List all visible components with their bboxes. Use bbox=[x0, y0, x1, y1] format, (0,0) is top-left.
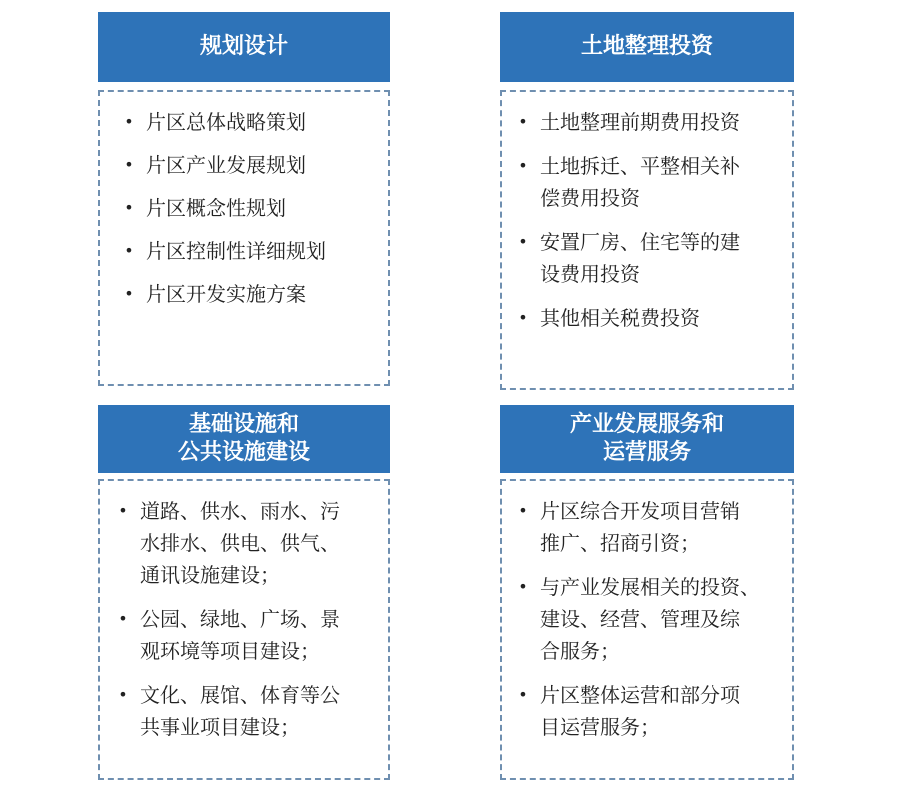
list-item bbox=[112, 603, 380, 667]
item-text: 通讯设施建设； bbox=[140, 563, 280, 587]
bullet-icon: • bbox=[124, 241, 134, 260]
bullet-icon: • bbox=[118, 685, 128, 704]
item-text: 水排水、供电、供气、 bbox=[140, 531, 340, 555]
item-text: 目运营服务； bbox=[540, 715, 660, 739]
list-item bbox=[512, 679, 790, 743]
list-item bbox=[512, 495, 790, 559]
bullet-icon: • bbox=[518, 577, 528, 596]
item-text: 片区综合开发项目营销 bbox=[540, 499, 740, 523]
card-header bbox=[500, 405, 794, 473]
card-title: 土地整理投资 bbox=[580, 34, 713, 59]
item-text: 文化、展馆、体育等公 bbox=[140, 683, 340, 707]
list-item bbox=[512, 302, 782, 334]
list-item bbox=[118, 278, 326, 310]
card-industry-services bbox=[500, 405, 794, 780]
bullet-icon: • bbox=[518, 232, 528, 251]
card-planning-design bbox=[98, 12, 390, 386]
item-list bbox=[512, 106, 782, 346]
card-title: 公共设施建设 bbox=[177, 440, 310, 465]
card-title: 产业发展服务和 bbox=[569, 412, 724, 437]
item-text: 合服务； bbox=[540, 639, 620, 663]
item-text: 片区开发实施方案 bbox=[146, 282, 306, 306]
bullet-icon: • bbox=[124, 112, 134, 131]
bullet-icon: • bbox=[518, 156, 528, 175]
card-body bbox=[98, 90, 390, 386]
list-item bbox=[512, 571, 790, 667]
card-body bbox=[98, 479, 390, 780]
item-text: 安置厂房、住宅等的建 bbox=[540, 230, 740, 254]
item-text: 片区产业发展规划 bbox=[146, 153, 306, 177]
card-infrastructure bbox=[98, 405, 390, 780]
card-header bbox=[98, 12, 390, 82]
card-body bbox=[500, 479, 794, 780]
card-land-investment bbox=[500, 12, 794, 390]
card-title: 规划设计 bbox=[199, 34, 288, 59]
item-text: 其他相关税费投资 bbox=[540, 306, 700, 330]
item-text: 片区控制性详细规划 bbox=[146, 239, 326, 263]
list-item bbox=[112, 495, 380, 591]
item-text: 共事业项目建设； bbox=[140, 715, 300, 739]
item-text: 道路、供水、雨水、污 bbox=[140, 499, 340, 523]
list-item bbox=[118, 106, 326, 138]
item-list bbox=[512, 495, 790, 755]
item-text: 片区概念性规划 bbox=[146, 196, 286, 220]
bullet-icon: • bbox=[518, 685, 528, 704]
item-text: 与产业发展相关的投资、 bbox=[540, 575, 760, 599]
bullet-icon: • bbox=[118, 609, 128, 628]
bullet-icon: • bbox=[124, 198, 134, 217]
item-list bbox=[118, 106, 326, 321]
list-item bbox=[112, 679, 380, 743]
card-header bbox=[500, 12, 794, 82]
bullet-icon: • bbox=[518, 308, 528, 327]
item-text: 建设、经营、管理及综 bbox=[540, 607, 740, 631]
item-text: 片区总体战略策划 bbox=[146, 110, 306, 134]
list-item bbox=[118, 192, 326, 224]
card-title: 运营服务 bbox=[602, 440, 691, 465]
item-text: 土地整理前期费用投资 bbox=[540, 110, 740, 134]
list-item bbox=[512, 150, 782, 214]
item-text: 公园、绿地、广场、景 bbox=[140, 607, 340, 631]
list-item bbox=[512, 226, 782, 290]
item-text: 偿费用投资 bbox=[540, 186, 640, 210]
item-text: 土地拆迁、平整相关补 bbox=[540, 154, 740, 178]
item-text: 推广、招商引资； bbox=[540, 531, 700, 555]
card-body bbox=[500, 90, 794, 390]
list-item bbox=[512, 106, 782, 138]
item-text: 观环境等项目建设； bbox=[140, 639, 320, 663]
bullet-icon: • bbox=[518, 501, 528, 520]
card-header bbox=[98, 405, 390, 473]
item-text: 片区整体运营和部分项 bbox=[540, 683, 740, 707]
item-text: 设费用投资 bbox=[540, 262, 640, 286]
item-list bbox=[112, 495, 380, 755]
card-title: 基础设施和 bbox=[188, 412, 299, 437]
bullet-icon: • bbox=[518, 112, 528, 131]
list-item bbox=[118, 235, 326, 267]
list-item bbox=[118, 149, 326, 181]
bullet-icon: • bbox=[118, 501, 128, 520]
bullet-icon: • bbox=[124, 155, 134, 174]
bullet-icon: • bbox=[124, 284, 134, 303]
